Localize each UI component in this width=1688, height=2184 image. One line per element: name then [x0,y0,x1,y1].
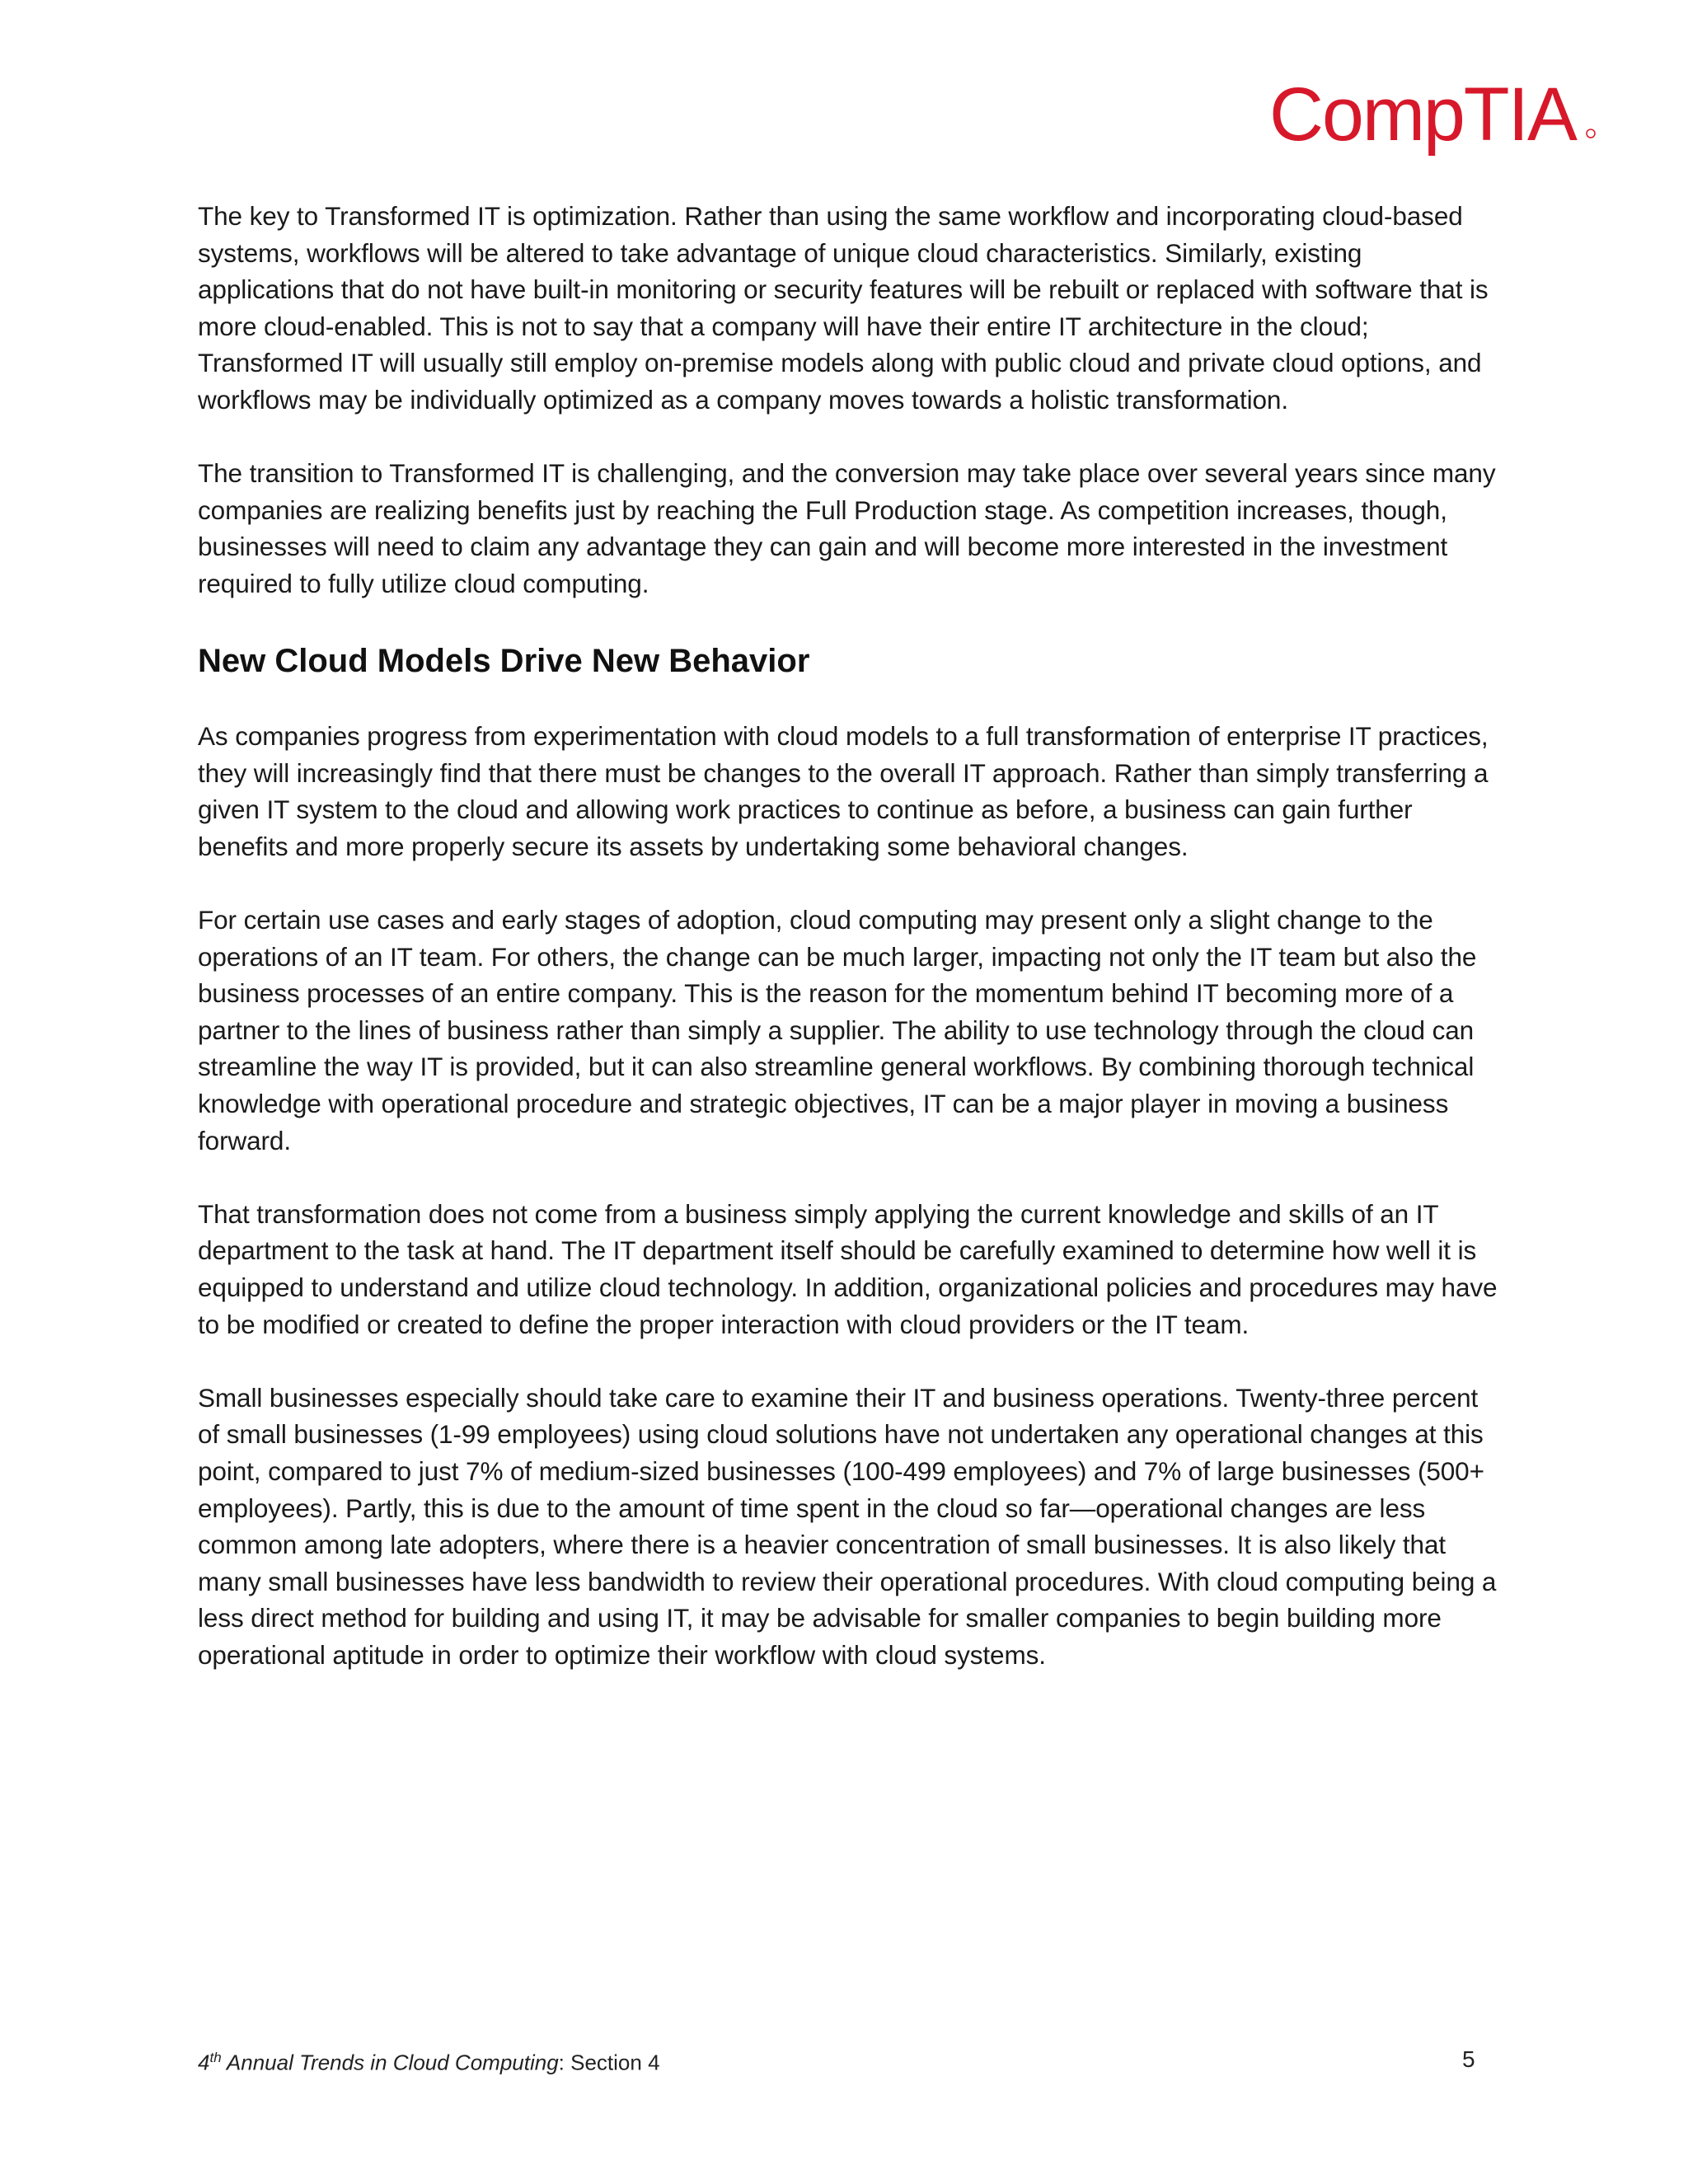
registered-mark-icon [1587,129,1595,138]
comptia-logo [1269,76,1599,166]
footer-title: Annual Trends in Cloud Computing [221,2050,559,2075]
section-heading: New Cloud Models Drive New Behavior [198,643,810,680]
footer-edition-suffix: th [209,2050,222,2065]
paragraph-small-businesses: Small businesses especially should take care to examine their IT and business operations. Twenty-three percent of small businesses (1-99 employees) using cloud solutions have not undertaken any operational changes at this point, compared to just 7% of medium-sized businesses (100-499 employees) and 7% of large businesses (500+ employees). Partly, this is due to the amount of time spent in the cloud so far—operational changes are less common among late adopters, where there is a heavier concentration of small businesses. It is also likely that many small businesses have less bandwidth to review their operational procedures. With cloud computing being a less direct method for building and using IT, it may be advisable for smaller companies to begin building more operational aptitude in order to optimize their workflow with cloud systems. [198,1382,1497,1670]
logo-text: CompTIA [1269,76,1578,157]
footer-section: : Section 4 [558,2050,660,2075]
paragraph-companies-progress: As companies progress from experimentation with cloud models to a full transformation of enterprise IT practices, they will increasingly find that there must be changes to the overall IT approach. Rather than simply transferring a given IT system to the cloud and allowing work practices to continue as before, a business can gain further benefits and more properly secure its assets by undertaking some behavioral changes. [198,721,1489,861]
paragraph-use-cases: For certain use cases and early stages of adoption, cloud computing may present only a slight change to the operations of an IT team. For others, the change can be much larger, impacting not only the IT team but also the business processes of an entire company. This is the reason for the momentum behind IT becoming more of a partner to the lines of business rather than simply a supplier. The ability to use technology through the cloud can streamline the way IT is provided, but it can also streamline general workflows. By combining thorough technical knowledge with operational procedure and strategic objectives, IT can be a major player in moving a business forward. [198,905,1477,1155]
document-body [198,198,1500,1710]
page-number: 5 [1462,2046,1475,2072]
paragraph-transition-challenging: The transition to Transformed IT is challenging, and the conversion may take place over several years since many companies are realizing benefits just by reaching the Full Production stage. As competition increases, though, businesses will need to claim any advantage they can gain and will become more interested in the investment required to fully utilize cloud computing. [198,458,1496,598]
paragraph-transformation-skills: That transformation does not come from a business simply applying the current knowledge and skills of an IT department to the task at hand. The IT department itself should be carefully examined to determine how well it is equipped to understand and utilize cloud technology. In addition, organizational policies and procedures may have to be modified or created to define the proper interaction with cloud providers or the IT team. [198,1198,1498,1339]
footer-report-title [198,2044,660,2077]
footer-edition-number: 4 [198,2050,210,2075]
paragraph-transformed-it-optimization: The key to Transformed IT is optimization. Rather than using the same workflow and incorporating cloud-based systems, workflows will be altered to take advantage of unique cloud characteristics. Similarly, existing applications that do not have built-in monitoring or security features will be rebuilt or replaced with software that is more cloud-enabled. This is not to say that a company will have their entire IT architecture in the cloud; Transformed IT will usually still employ on-premise models along with public cloud and private cloud options, and workflows may be individually optimized as a company moves towards a holistic transformation. [198,201,1489,415]
